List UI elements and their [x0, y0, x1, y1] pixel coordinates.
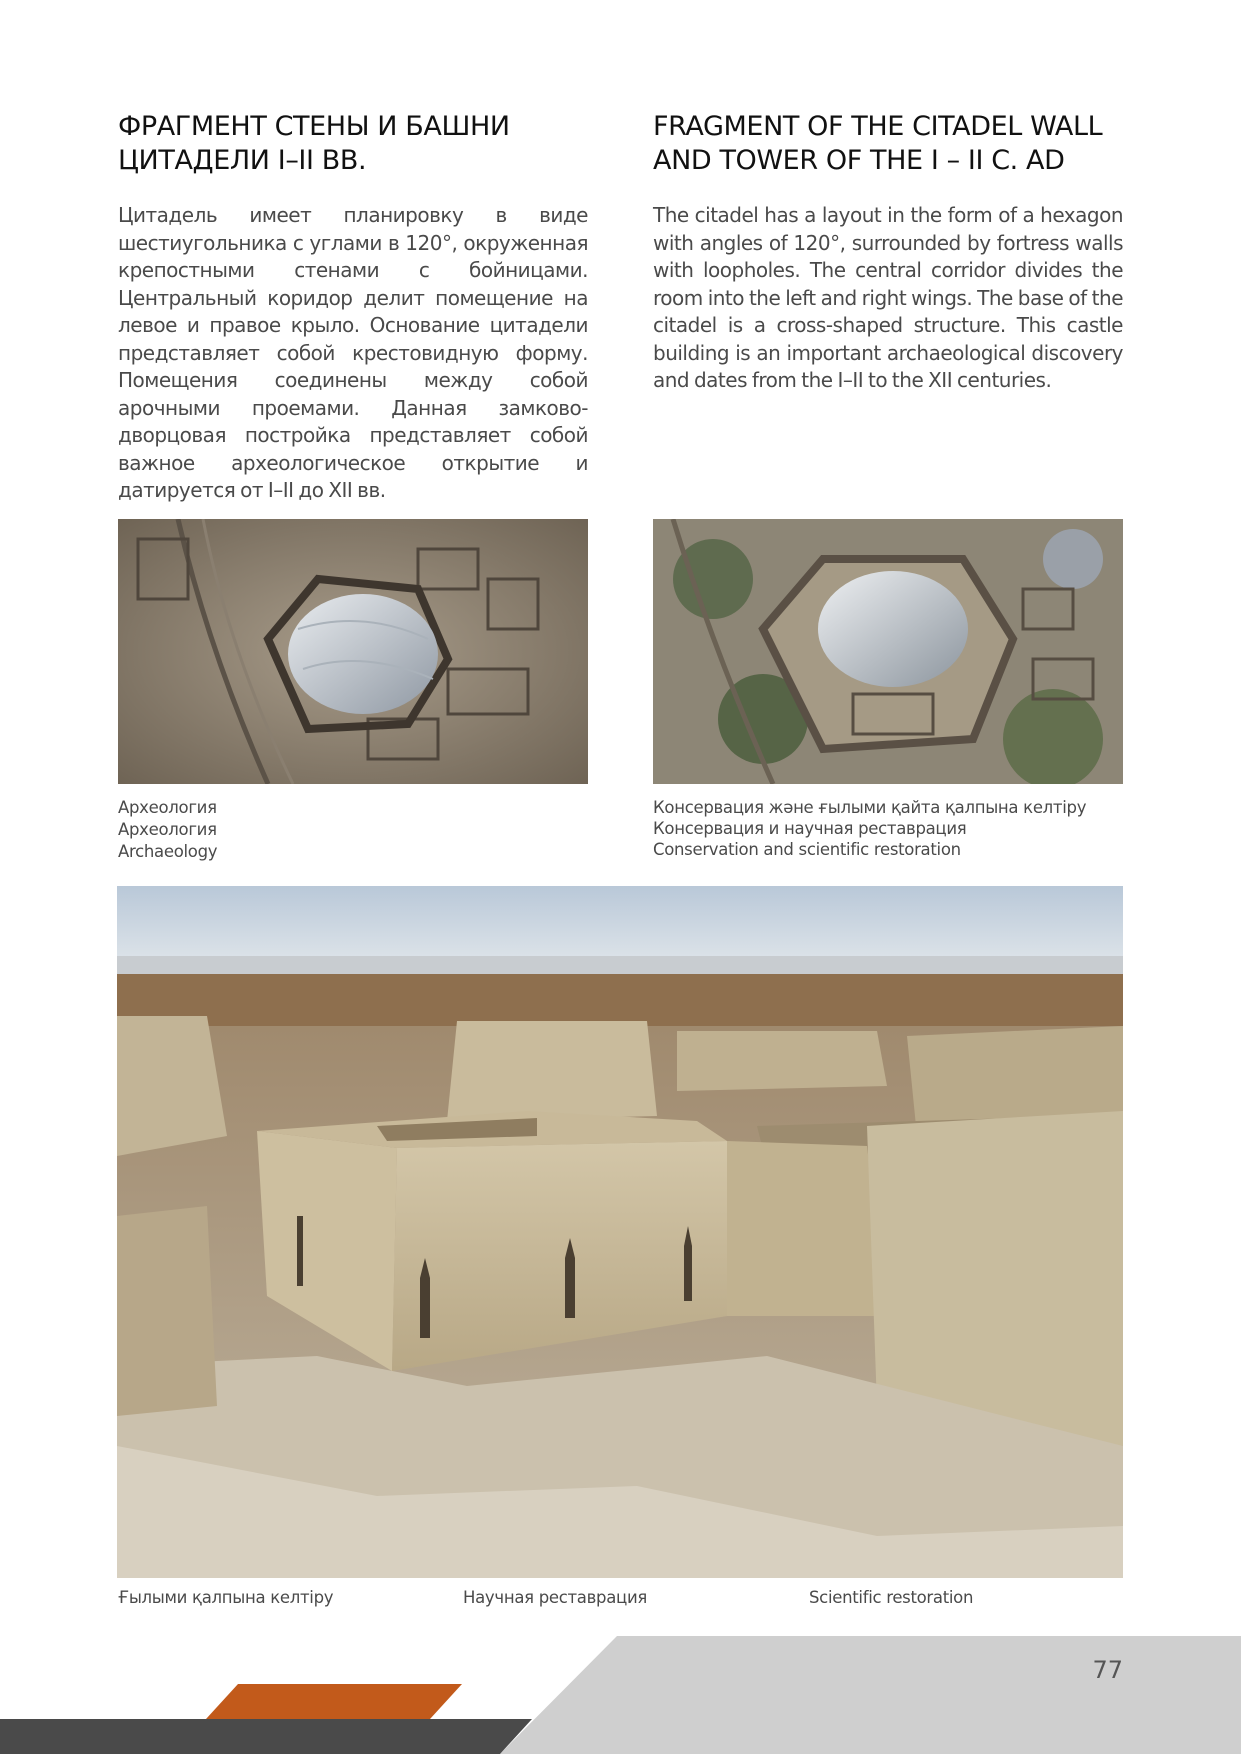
caption-line-russian: Археология — [118, 820, 217, 839]
aerial-photo-archaeology — [118, 519, 588, 784]
caption-archaeology — [118, 797, 217, 863]
footer-decoration — [0, 1636, 1241, 1754]
restoration-photo — [117, 886, 1123, 1578]
page-number: 77 — [1092, 1656, 1123, 1684]
caption-line-kazakh: Археология — [118, 798, 217, 817]
heading-russian: ФРАГМЕНТ СТЕНЫ И БАШНИ ЦИТАДЕЛИ I–II ВВ. — [118, 111, 510, 176]
caption-conservation — [653, 797, 1086, 860]
caption-russian: Научная реставрация — [463, 1588, 648, 1607]
caption-english: Scientific restoration — [809, 1588, 974, 1607]
caption-line-english: Archaeology — [118, 842, 218, 861]
aerial-photo-conservation — [653, 519, 1123, 784]
body-text-russian: Цитадель имеет планировку в виде шестиугольника с углами в 120°, окруженная крепостными стенами с бойницами. Центральный коридор делит помещение на левое и правое крыло. Основание цитадели представляет собой крестовидную форму. Помещения соединены между собой арочными проемами. Данная замково-дворцовая постройка представляет собой важное археологическое открытие и датируется от I–II до XII вв. — [118, 203, 588, 502]
right-column — [653, 110, 1123, 395]
caption-kazakh: Ғылыми қалпына келтіру — [118, 1588, 334, 1607]
caption-line-russian: Консервация и научная реставрация — [653, 819, 967, 838]
body-text-english: The citadel has a layout in the form of a hexagon with angles of 120°, surrounded by fortress walls with loopholes. The central corridor divides the room into the left and right wings. The base of the citadel is a cross-shaped structure. This castle building is an important archaeological discovery and dates from the I–II to the XII centuries. — [653, 203, 1123, 392]
caption-line-kazakh: Консервация және ғылыми қайта қалпына келтіру — [653, 798, 1087, 817]
caption-line-english: Conservation and scientific restoration — [653, 840, 961, 859]
heading-english: FRAGMENT OF THE CITADEL WALL AND TOWER OF THE I – II C. AD — [653, 111, 1103, 176]
left-column — [118, 110, 588, 505]
